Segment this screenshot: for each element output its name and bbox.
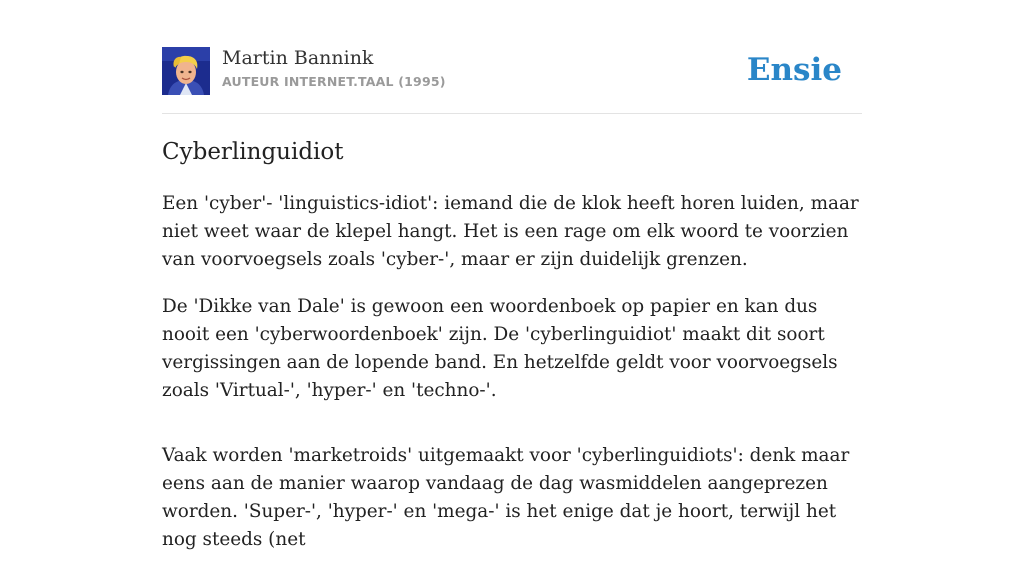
author-header xyxy=(162,46,862,96)
author-photo xyxy=(162,47,210,95)
article-paragraph: Vaak worden 'marketroids' uitgemaakt voor 'cyberlinguidiots': denk maar eens aan de manier waarop vandaag de dag wasmiddelen aangeprezen worden. 'Super-', 'hyper-' en 'mega-' is het enige dat je hoort, terwijl het nog steeds (net xyxy=(162,445,850,550)
article-title: Cyberlinguidiot xyxy=(162,139,344,165)
article-paragraph: Een 'cyber'- 'linguistics-idiot': iemand die de klok heeft horen luiden, maar niet weet waar de klepel hangt. Het is een rage om elk woord te voorzien van voorvoegsels zoals 'cyber-', maar er zijn duidelijk grenzen. xyxy=(162,193,859,270)
author-subtitle: AUTEUR INTERNET.TAAL (1995) xyxy=(222,74,446,89)
article-paragraph: De 'Dikke van Dale' is gewoon een woordenboek op papier en kan dus nooit een 'cyberwoordenboek' zijn. De 'cyberlinguidiot' maakt dit soort vergissingen aan de lopende band. En hetzelfde geldt voor voorvoegsels zoals 'Virtual-', 'hyper-' en 'techno-'. xyxy=(162,296,838,401)
article-body xyxy=(162,190,864,573)
author-name[interactable]: Martin Bannink xyxy=(222,47,374,69)
brand-logo[interactable]: Ensie xyxy=(746,52,842,88)
author-avatar[interactable] xyxy=(162,47,210,95)
header-divider xyxy=(162,113,862,114)
